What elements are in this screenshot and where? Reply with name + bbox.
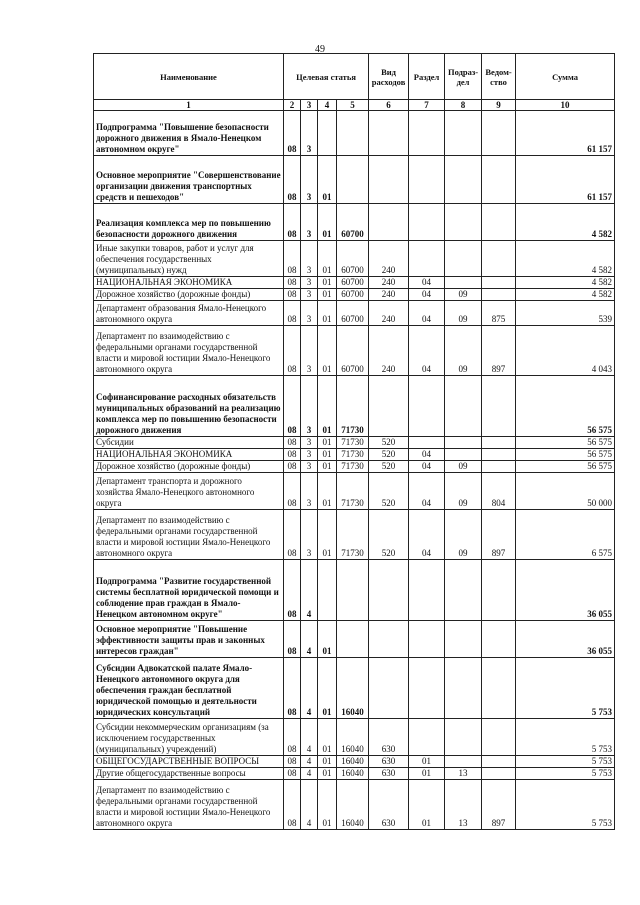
section: 01 [409, 780, 445, 830]
target-program: 08 [284, 780, 301, 830]
department-code [482, 461, 516, 473]
target-subprogram: 3 [301, 204, 318, 241]
department-code [482, 289, 516, 301]
row-name: НАЦИОНАЛЬНАЯ ЭКОНОМИКА [94, 277, 284, 289]
subsection: 09 [445, 473, 482, 510]
target-direction [337, 560, 369, 621]
amount: 4 582 [516, 289, 615, 301]
target-direction: 60700 [337, 326, 369, 376]
table-row [94, 461, 615, 473]
column-number: 1 [94, 100, 284, 111]
department-code: 897 [482, 780, 516, 830]
target-event: 01 [318, 204, 337, 241]
section: 04 [409, 277, 445, 289]
section [409, 719, 445, 756]
target-program: 08 [284, 156, 301, 204]
column-number: 2 [284, 100, 301, 111]
target-subprogram: 4 [301, 756, 318, 768]
section [409, 156, 445, 204]
target-subprogram: 4 [301, 560, 318, 621]
subsection: 13 [445, 768, 482, 780]
target-event: 01 [318, 658, 337, 719]
amount: 6 575 [516, 510, 615, 560]
table-row [94, 756, 615, 768]
subsection [445, 437, 482, 449]
table-row [94, 780, 615, 830]
subsection [445, 241, 482, 277]
expense-type [369, 156, 409, 204]
department-code [482, 437, 516, 449]
row-name: Дорожное хозяйство (дорожные фонды) [94, 461, 284, 473]
section [409, 437, 445, 449]
column-number: 9 [482, 100, 516, 111]
table-row [94, 111, 615, 156]
row-name: Департамент транспорта и дорожного хозяйства Ямало-Ненецкого автономного округа [94, 473, 284, 510]
amount: 50 000 [516, 473, 615, 510]
expense-type: 630 [369, 756, 409, 768]
header-subsection: Подраз-дел [445, 54, 482, 100]
target-event: 01 [318, 621, 337, 658]
expense-type: 240 [369, 277, 409, 289]
subsection [445, 449, 482, 461]
row-name: НАЦИОНАЛЬНАЯ ЭКОНОМИКА [94, 449, 284, 461]
target-direction: 71730 [337, 473, 369, 510]
department-code [482, 204, 516, 241]
amount: 4 582 [516, 277, 615, 289]
target-event: 01 [318, 289, 337, 301]
section [409, 560, 445, 621]
table-row [94, 301, 615, 326]
target-direction: 60700 [337, 277, 369, 289]
subsection [445, 621, 482, 658]
table-row [94, 621, 615, 658]
section [409, 658, 445, 719]
row-name: Департамент образования Ямало-Ненецкого автономного округа [94, 301, 284, 326]
row-name: Подпрограмма "Развитие государственной системы бесплатной юридической помощи и соблюдение прав граждан в Ямало-Ненецком автономном округе" [94, 560, 284, 621]
subsection [445, 756, 482, 768]
table-row [94, 289, 615, 301]
amount: 5 753 [516, 768, 615, 780]
target-event: 01 [318, 780, 337, 830]
expense-type: 520 [369, 510, 409, 560]
table-row [94, 437, 615, 449]
target-direction [337, 621, 369, 658]
subsection [445, 277, 482, 289]
target-subprogram: 3 [301, 461, 318, 473]
department-code [482, 277, 516, 289]
target-event: 01 [318, 461, 337, 473]
table-row [94, 241, 615, 277]
section [409, 111, 445, 156]
row-name: Подпрограмма "Повышение безопасности дорожного движения в Ямало-Ненецком автономном округе" [94, 111, 284, 156]
section: 04 [409, 473, 445, 510]
department-code [482, 658, 516, 719]
department-code: 897 [482, 510, 516, 560]
amount: 36 055 [516, 560, 615, 621]
amount: 5 753 [516, 780, 615, 830]
row-name: Основное мероприятие "Повышение эффективности защиты прав и законных интересов граждан" [94, 621, 284, 658]
expense-type: 520 [369, 461, 409, 473]
target-direction: 71730 [337, 510, 369, 560]
table-row [94, 449, 615, 461]
target-event: 01 [318, 768, 337, 780]
subsection [445, 111, 482, 156]
target-direction: 60700 [337, 241, 369, 277]
row-name: Субсидии [94, 437, 284, 449]
header-row [94, 54, 615, 100]
expense-type [369, 376, 409, 437]
expense-type: 240 [369, 301, 409, 326]
target-event: 01 [318, 326, 337, 376]
subsection: 09 [445, 289, 482, 301]
target-direction: 60700 [337, 289, 369, 301]
table-row [94, 719, 615, 756]
header-amount: Сумма [516, 54, 615, 100]
target-subprogram: 3 [301, 326, 318, 376]
column-number: 7 [409, 100, 445, 111]
target-direction: 71730 [337, 449, 369, 461]
subsection [445, 376, 482, 437]
target-event: 01 [318, 510, 337, 560]
row-name: Департамент по взаимодействию с федеральными органами государственной власти и мировой юстиции Ямало-Ненецкого автономного округа [94, 326, 284, 376]
row-name: Иные закупки товаров, работ и услуг для обеспечения государственных (муниципальных) нужд [94, 241, 284, 277]
expense-type: 240 [369, 241, 409, 277]
target-program: 08 [284, 289, 301, 301]
expense-type [369, 658, 409, 719]
department-code [482, 621, 516, 658]
target-subprogram: 3 [301, 437, 318, 449]
row-name: Субсидии Адвокатской палате Ямало-Ненецкого автономного округа для обеспечения граждан бесплатной юридической помощью и деятельности юридических консультаций [94, 658, 284, 719]
subsection: 09 [445, 461, 482, 473]
table-row [94, 156, 615, 204]
target-direction: 71730 [337, 461, 369, 473]
target-program: 08 [284, 756, 301, 768]
target-subprogram: 3 [301, 473, 318, 510]
section [409, 204, 445, 241]
amount: 5 753 [516, 719, 615, 756]
amount: 56 575 [516, 461, 615, 473]
target-program: 08 [284, 768, 301, 780]
department-code [482, 756, 516, 768]
table-row [94, 510, 615, 560]
budget-table [93, 53, 615, 830]
expense-type [369, 204, 409, 241]
table-body [94, 111, 615, 830]
target-subprogram: 4 [301, 658, 318, 719]
target-subprogram: 3 [301, 289, 318, 301]
subsection: 09 [445, 510, 482, 560]
amount: 56 575 [516, 449, 615, 461]
target-direction: 16040 [337, 756, 369, 768]
expense-type: 240 [369, 326, 409, 376]
department-code [482, 449, 516, 461]
header-name: Наименование [94, 54, 284, 100]
section: 04 [409, 301, 445, 326]
target-direction [337, 111, 369, 156]
amount: 61 157 [516, 111, 615, 156]
target-program: 08 [284, 461, 301, 473]
target-event: 01 [318, 241, 337, 277]
header-target: Целевая статья [284, 54, 369, 100]
column-number: 5 [337, 100, 369, 111]
header-expense-type: Вид расходов [369, 54, 409, 100]
section: 04 [409, 326, 445, 376]
target-direction: 71730 [337, 376, 369, 437]
column-number: 4 [318, 100, 337, 111]
section: 04 [409, 461, 445, 473]
target-program: 08 [284, 510, 301, 560]
expense-type [369, 111, 409, 156]
target-direction: 16040 [337, 658, 369, 719]
target-subprogram: 3 [301, 376, 318, 437]
row-name: Реализация комплекса мер по повышению безопасности дорожного движения [94, 204, 284, 241]
target-event: 01 [318, 376, 337, 437]
target-direction: 60700 [337, 204, 369, 241]
target-event: 01 [318, 301, 337, 326]
expense-type: 630 [369, 780, 409, 830]
target-program: 08 [284, 449, 301, 461]
target-subprogram: 3 [301, 277, 318, 289]
column-number: 8 [445, 100, 482, 111]
target-program: 08 [284, 376, 301, 437]
section [409, 376, 445, 437]
section: 01 [409, 756, 445, 768]
target-direction: 60700 [337, 301, 369, 326]
subsection [445, 156, 482, 204]
department-code: 875 [482, 301, 516, 326]
target-subprogram: 3 [301, 449, 318, 461]
target-subprogram: 4 [301, 768, 318, 780]
section: 04 [409, 510, 445, 560]
target-event: 01 [318, 437, 337, 449]
amount: 4 582 [516, 241, 615, 277]
target-direction: 16040 [337, 768, 369, 780]
table-row [94, 658, 615, 719]
target-event: 01 [318, 473, 337, 510]
target-program: 08 [284, 326, 301, 376]
target-subprogram: 3 [301, 241, 318, 277]
target-event: 01 [318, 719, 337, 756]
header-section: Раздел [409, 54, 445, 100]
department-code [482, 719, 516, 756]
department-code [482, 156, 516, 204]
expense-type: 630 [369, 719, 409, 756]
amount: 4 043 [516, 326, 615, 376]
column-number-row [94, 100, 615, 111]
amount: 56 575 [516, 376, 615, 437]
department-code [482, 111, 516, 156]
row-name: ОБЩЕГОСУДАРСТВЕННЫЕ ВОПРОСЫ [94, 756, 284, 768]
row-name: Департамент по взаимодействию с федеральными органами государственной власти и мировой юстиции Ямало-Ненецкого автономного округа [94, 510, 284, 560]
expense-type: 520 [369, 449, 409, 461]
table-row [94, 326, 615, 376]
expense-type: 630 [369, 768, 409, 780]
expense-type: 520 [369, 473, 409, 510]
column-number: 3 [301, 100, 318, 111]
row-name: Департамент по взаимодействию с федеральными органами государственной власти и мировой юстиции Ямало-Ненецкого автономного округа [94, 780, 284, 830]
section: 04 [409, 449, 445, 461]
department-code [482, 376, 516, 437]
expense-type: 240 [369, 289, 409, 301]
department-code [482, 241, 516, 277]
target-event: 01 [318, 156, 337, 204]
target-subprogram: 4 [301, 621, 318, 658]
target-event: 01 [318, 449, 337, 461]
department-code [482, 560, 516, 621]
target-program: 08 [284, 277, 301, 289]
table-row [94, 277, 615, 289]
amount: 5 753 [516, 756, 615, 768]
subsection: 13 [445, 780, 482, 830]
target-event: 01 [318, 277, 337, 289]
target-program: 08 [284, 658, 301, 719]
target-program: 08 [284, 111, 301, 156]
header-department: Ведом-ство [482, 54, 516, 100]
subsection: 09 [445, 301, 482, 326]
target-program: 08 [284, 301, 301, 326]
table-row [94, 473, 615, 510]
table-row [94, 376, 615, 437]
target-event [318, 560, 337, 621]
target-subprogram: 3 [301, 510, 318, 560]
table-row [94, 768, 615, 780]
department-code: 804 [482, 473, 516, 510]
target-program: 08 [284, 437, 301, 449]
column-number: 6 [369, 100, 409, 111]
expense-type: 520 [369, 437, 409, 449]
target-program: 08 [284, 621, 301, 658]
subsection [445, 560, 482, 621]
department-code: 897 [482, 326, 516, 376]
section [409, 621, 445, 658]
subsection [445, 658, 482, 719]
row-name: Софинансирование расходных обязательств муниципальных образований на реализацию комплекса мер по повышению безопасности дорожного движения [94, 376, 284, 437]
expense-type [369, 621, 409, 658]
column-number: 10 [516, 100, 615, 111]
department-code [482, 768, 516, 780]
page-number: 49 [315, 44, 325, 55]
table-row [94, 204, 615, 241]
target-program: 08 [284, 473, 301, 510]
row-name: Другие общегосударственные вопросы [94, 768, 284, 780]
amount: 56 575 [516, 437, 615, 449]
amount: 5 753 [516, 658, 615, 719]
amount: 61 157 [516, 156, 615, 204]
amount: 36 055 [516, 621, 615, 658]
target-subprogram: 4 [301, 719, 318, 756]
target-direction [337, 156, 369, 204]
target-event: 01 [318, 756, 337, 768]
row-name: Основное мероприятие "Совершенствование организации движения транспортных средств и пешеходов" [94, 156, 284, 204]
section: 04 [409, 289, 445, 301]
target-program: 08 [284, 560, 301, 621]
target-program: 08 [284, 204, 301, 241]
target-program: 08 [284, 719, 301, 756]
section: 01 [409, 768, 445, 780]
table-row [94, 560, 615, 621]
amount: 4 582 [516, 204, 615, 241]
target-direction: 16040 [337, 719, 369, 756]
subsection: 09 [445, 326, 482, 376]
row-name: Субсидии некоммерческим организациям (за исключением государственных (муниципальных) учреждений) [94, 719, 284, 756]
target-subprogram: 4 [301, 780, 318, 830]
amount: 539 [516, 301, 615, 326]
target-direction: 71730 [337, 437, 369, 449]
subsection [445, 204, 482, 241]
expense-type [369, 560, 409, 621]
target-program: 08 [284, 241, 301, 277]
target-subprogram: 3 [301, 301, 318, 326]
target-direction: 16040 [337, 780, 369, 830]
row-name: Дорожное хозяйство (дорожные фонды) [94, 289, 284, 301]
subsection [445, 719, 482, 756]
target-event [318, 111, 337, 156]
target-subprogram: 3 [301, 111, 318, 156]
target-subprogram: 3 [301, 156, 318, 204]
section [409, 241, 445, 277]
